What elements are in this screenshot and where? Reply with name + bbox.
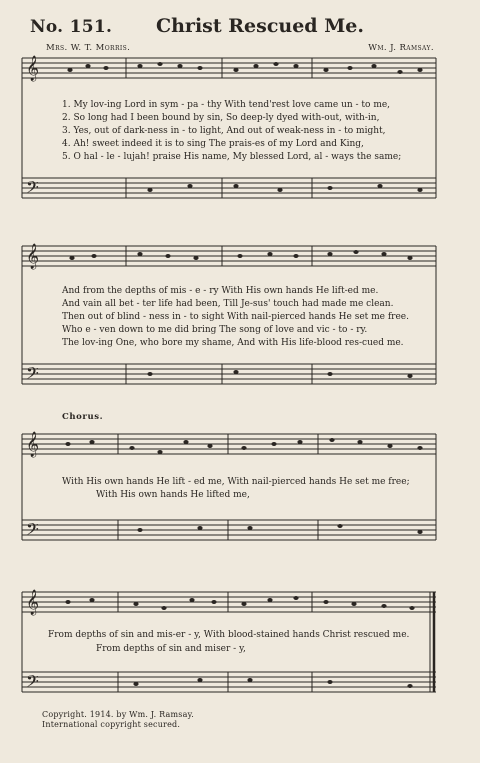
bass-clef-icon: 𝄢 xyxy=(26,177,39,201)
chorus-line-2: From depths of sin and mis-er - y, With blood-stained hands Christ rescued me. xyxy=(48,630,410,640)
svg-text:𝄢: 𝄢 xyxy=(26,363,39,387)
verse-line-2-5: The lov-ing One, who bore my shame, And with His life-blood res-cued me. xyxy=(62,338,404,348)
verse-line-1-4: 4. Ah! sweet indeed it is to sing The prais-es of my Lord and King, xyxy=(62,139,364,149)
treble-staff-2 xyxy=(22,246,436,266)
bass-staff-3 xyxy=(22,520,436,540)
chorus-line-1: With His own hands He lift - ed me, With nail-pierced hands He set me free; xyxy=(62,477,410,487)
composer-credit: Wm. J. Ramsay. xyxy=(368,43,434,53)
verse-line-2-1: And from the depths of mis - e - ry With His own hands He lift-ed me. xyxy=(62,286,379,296)
copyright-notice: International copyright secured. xyxy=(42,720,181,729)
svg-text:𝄞: 𝄞 xyxy=(26,244,40,269)
lyricist-credit: Mrs. W. T. Morris. xyxy=(46,43,131,53)
hymn-number: No. 151. xyxy=(30,17,113,37)
bass-staff-1 xyxy=(22,178,436,198)
treble-staff-1 xyxy=(22,58,436,78)
hymn-title: Christ Rescued Me. xyxy=(156,15,364,37)
verse-line-2-3: Then out of blind - ness in - to sight With nail-pierced hands He set me free. xyxy=(62,312,409,322)
verse-line-2-2: And vain all bet - ter life had been, Till Je-sus' touch had made me clean. xyxy=(62,299,394,309)
chorus-line-1-sub: With His own hands He lifted me, xyxy=(96,490,250,500)
verse-line-1-3: 3. Yes, out of dark-ness in - to light, And out of weak-ness in - to might, xyxy=(62,126,386,136)
svg-text:𝄢: 𝄢 xyxy=(26,519,39,543)
chorus-label: Chorus. xyxy=(62,412,104,422)
svg-text:𝄞: 𝄞 xyxy=(26,590,40,615)
verse-line-2-4: Who e - ven down to me did bring The song of love and vic - to - ry. xyxy=(62,325,368,335)
bass-staff-4 xyxy=(22,672,436,692)
treble-staff-3 xyxy=(22,434,436,454)
verse-line-1-1: 1. My lov-ing Lord in sym - pa - thy With tend'rest love came un - to me, xyxy=(62,100,391,110)
treble-clef-icon: 𝄞 xyxy=(26,56,40,81)
treble-staff-4 xyxy=(22,592,436,612)
chorus-line-2-sub: From depths of sin and miser - y, xyxy=(96,644,246,654)
svg-text:𝄢: 𝄢 xyxy=(26,671,39,695)
svg-text:𝄞: 𝄞 xyxy=(26,432,40,457)
copyright-line: Copyright. 1914. by Wm. J. Ramsay. xyxy=(42,710,194,719)
bass-staff-2 xyxy=(22,364,436,384)
verse-line-1-5: 5. O hal - le - lujah! praise His name, My blessed Lord, al - ways the same; xyxy=(62,152,402,162)
verse-line-1-2: 2. So long had I been bound by sin, So deep-ly dyed with-out, with-in, xyxy=(62,113,380,123)
